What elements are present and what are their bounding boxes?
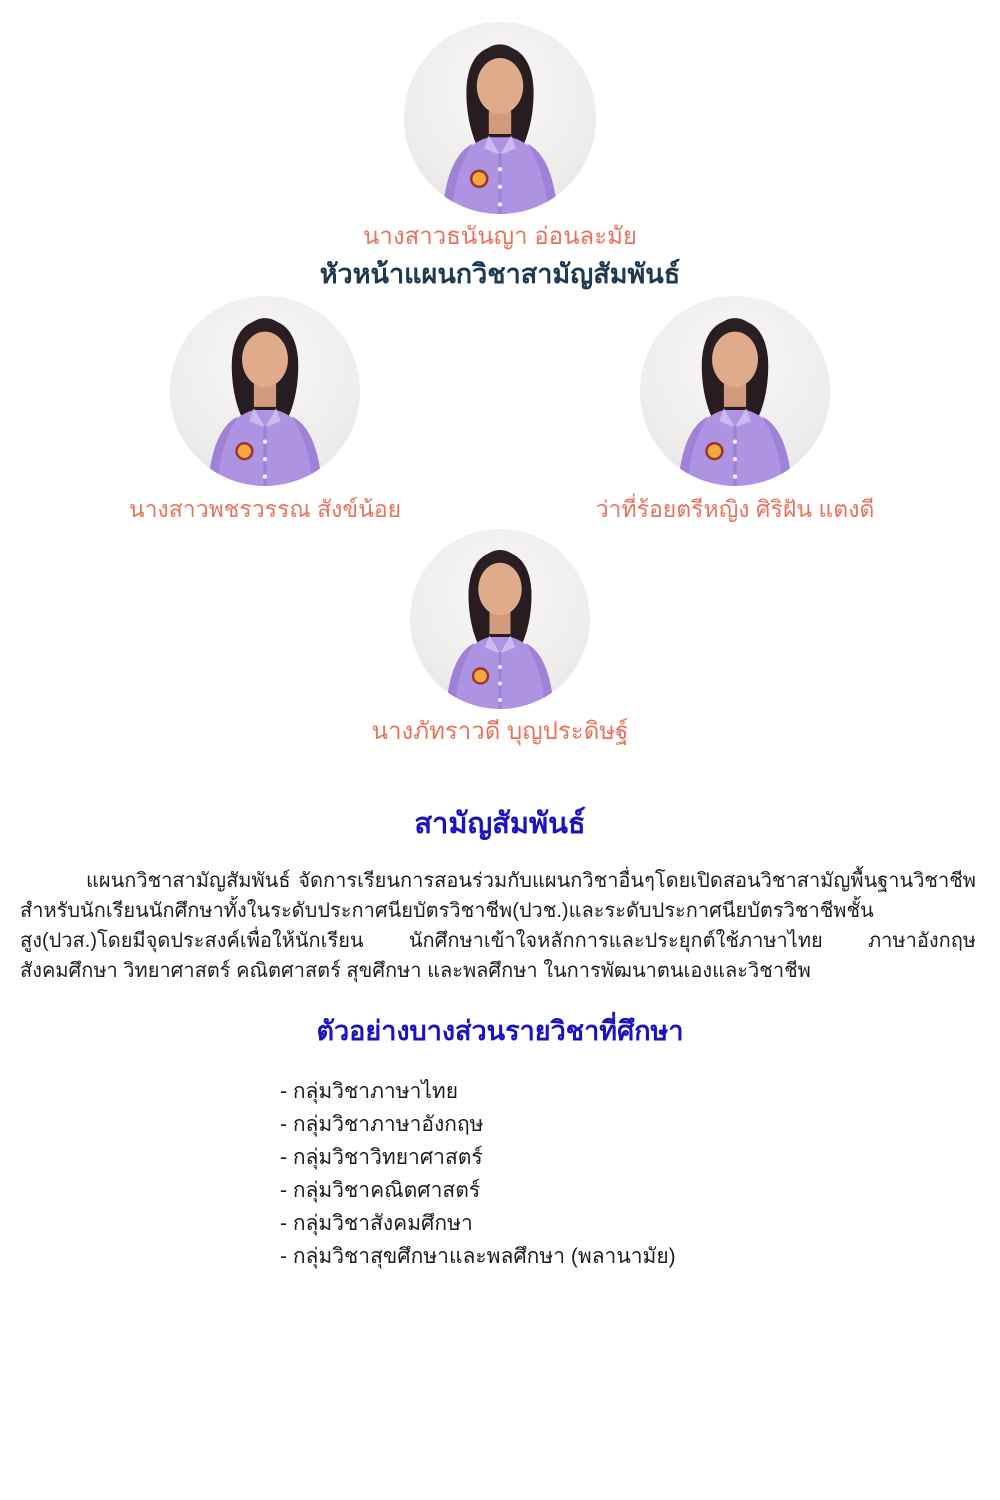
subject-item: - กลุ่มวิชาภาษาไทย [280, 1080, 459, 1104]
member-photo [170, 296, 360, 486]
subjects-heading: ตัวอย่างบางส่วนรายวิชาที่ศึกษา [316, 1016, 684, 1047]
member-row [0, 296, 1000, 525]
section-heading: สามัญสัมพันธ์ [414, 808, 586, 840]
head-teacher-name: นางสาวธนันญา อ่อนละมัย [363, 223, 637, 250]
member-card [115, 296, 415, 525]
subject-item: - กลุ่มวิชาคณิตศาสตร์ [280, 1179, 481, 1203]
about-paragraph: แผนกวิชาสามัญสัมพันธ์ จัดการเรียนการสอนร่วมกับแผนกวิชาอื่นๆโดยเปิดสอนวิชาสามัญพื้นฐานวิชาชีพสำหรับนักเรียนนักศึกษาทั้งในระดับประกาศนียบัตรวิชาชีพ(ปวช.)และระดับประกาศนียบัตรวิชาชีพชั้นสูง(ปวส.)โดยมีจุดประสงค์เพื่อให้นักเรียน นักศึกษาเข้าใจหลักการและประยุกต์ใช้ภาษาไทย ภาษาอังกฤษ สังคมศึกษา วิทยาศาสตร์ คณิตศาสตร์ สุขศึกษา และพลศึกษา ในการพัฒนาตนเองและวิชาชีพ [20, 870, 976, 983]
member-photo [640, 296, 830, 486]
subject-list [280, 1075, 1000, 1273]
head-teacher-photo [404, 22, 596, 214]
member-name: ว่าที่ร้อยตรีหญิง ศิริฝัน แตงดี [595, 496, 875, 522]
subjects-section [0, 1014, 1000, 1273]
person-avatar-icon [410, 529, 590, 709]
subject-item: - กลุ่มวิชาวิทยาศาสตร์ [280, 1146, 483, 1170]
member-name: นางสาวพชรวรรณ สังข์น้อย [128, 496, 402, 522]
subject-item: - กลุ่มวิชาสุขศึกษาและพลศึกษา (พลานามัย) [280, 1245, 676, 1269]
subject-item: - กลุ่มวิชาสังคมศึกษา [280, 1212, 473, 1236]
subject-item: - กลุ่มวิชาภาษาอังกฤษ [280, 1113, 484, 1137]
person-avatar-icon [170, 296, 360, 486]
head-teacher-title: หัวหน้าแผนกวิชาสามัญสัมพันธ์ [319, 259, 681, 289]
member-photo [410, 529, 590, 709]
member-name: นางภัทราวดี บุญประดิษฐ์ [371, 718, 629, 745]
person-avatar-icon [640, 296, 830, 486]
member-card [585, 296, 885, 525]
person-avatar-icon [404, 22, 596, 214]
staff-directory [0, 0, 1000, 748]
about-section [0, 806, 1000, 986]
